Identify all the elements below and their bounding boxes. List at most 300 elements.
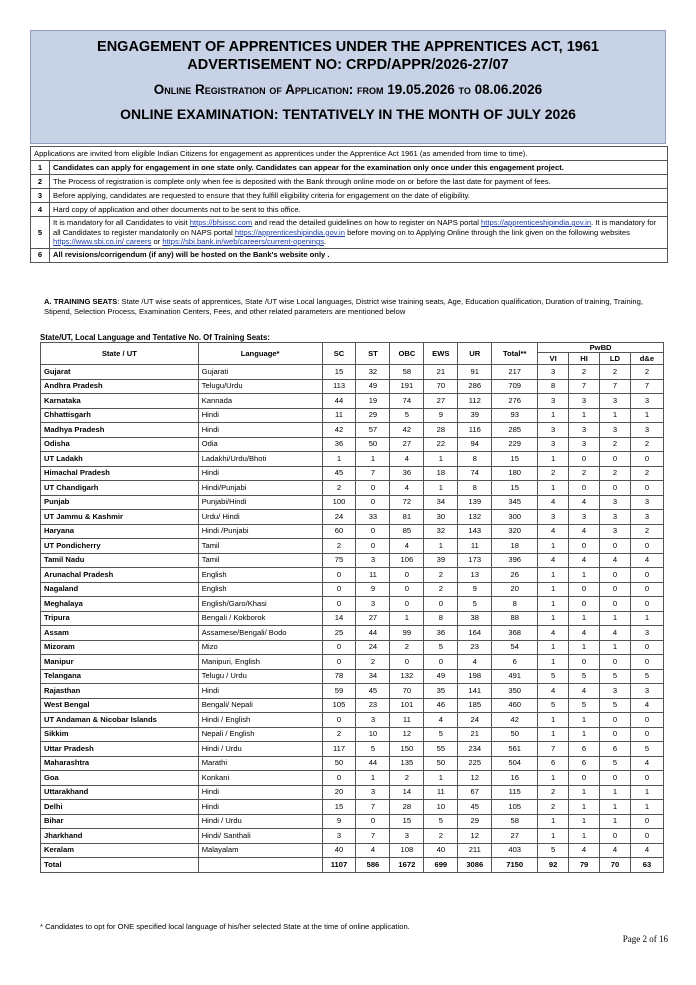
cell-ld: 7 <box>600 379 631 394</box>
cell-ld: 0 <box>600 655 631 670</box>
cell-total: 93 <box>492 408 538 423</box>
cell-de: 0 <box>630 771 663 786</box>
cell-state: Karnataka <box>41 394 199 409</box>
cell-ews: 21 <box>424 365 458 380</box>
cell-vi: 4 <box>538 553 569 568</box>
cell-vi: 4 <box>538 495 569 510</box>
cell-st: 19 <box>356 394 390 409</box>
cell-total: 217 <box>492 365 538 380</box>
table-row <box>41 713 664 728</box>
cell-de: 2 <box>630 466 663 481</box>
cell-total: 180 <box>492 466 538 481</box>
col-pwbd: PwBD <box>538 343 664 353</box>
cell-total: 276 <box>492 394 538 409</box>
cell-obc: 70 <box>390 684 424 699</box>
cell-language: Hindi <box>198 800 322 815</box>
cell-ews: 5 <box>424 727 458 742</box>
cell-de: 5 <box>630 742 663 757</box>
cell-obc: 4 <box>390 539 424 554</box>
cell-st: 3 <box>356 597 390 612</box>
total-total: 7150 <box>492 858 538 873</box>
instruction-item: All revisions/corrigendum (if any) will be hosted on the Bank's website only . <box>50 248 668 262</box>
cell-sc: 117 <box>322 742 356 757</box>
cell-obc: 85 <box>390 524 424 539</box>
cell-sc: 40 <box>322 843 356 858</box>
header-title: ENGAGEMENT OF APPRENTICES UNDER THE APPRENTICES ACT, 1961 <box>97 39 599 55</box>
cell-language: Marathi <box>198 756 322 771</box>
cell-state: UT Andaman & Nicobar Islands <box>41 713 199 728</box>
cell-vi: 1 <box>538 611 569 626</box>
cell-de: 2 <box>630 437 663 452</box>
table-row <box>41 452 664 467</box>
cell-sc: 15 <box>322 365 356 380</box>
table-row <box>41 785 664 800</box>
cell-obc: 0 <box>390 597 424 612</box>
cell-vi: 1 <box>538 597 569 612</box>
table-row <box>41 756 664 771</box>
cell-ur: 12 <box>458 771 492 786</box>
cell-obc: 2 <box>390 771 424 786</box>
cell-state: Tripura <box>41 611 199 626</box>
cell-ews: 34 <box>424 495 458 510</box>
cell-language: Bengali/ Nepali <box>198 698 322 713</box>
cell-hi: 2 <box>569 466 600 481</box>
registration-dates: Online Registration of Application: from 19.05.2026 to 08.06.2026 <box>153 82 543 97</box>
cell-state: Punjab <box>41 495 199 510</box>
cell-st: 7 <box>356 466 390 481</box>
sbi-openings-link[interactable]: https://sbi.bank.in/web/careers/current-openings <box>162 237 324 246</box>
cell-state: Rajasthan <box>41 684 199 699</box>
table-row <box>41 843 664 858</box>
cell-ews: 1 <box>424 539 458 554</box>
cell-de: 0 <box>630 713 663 728</box>
cell-sc: 0 <box>322 771 356 786</box>
cell-language: English <box>198 582 322 597</box>
table-row <box>41 394 664 409</box>
cell-vi: 3 <box>538 423 569 438</box>
cell-sc: 75 <box>322 553 356 568</box>
cell-ur: 91 <box>458 365 492 380</box>
cell-obc: 81 <box>390 510 424 525</box>
cell-ld: 3 <box>600 684 631 699</box>
cell-de: 3 <box>630 394 663 409</box>
cell-de: 0 <box>630 568 663 583</box>
cell-language: Hindi/Punjabi <box>198 481 322 496</box>
cell-ur: 45 <box>458 800 492 815</box>
cell-ld: 3 <box>600 423 631 438</box>
cell-ews: 2 <box>424 582 458 597</box>
cell-obc: 135 <box>390 756 424 771</box>
cell-total: 54 <box>492 640 538 655</box>
cell-vi: 1 <box>538 713 569 728</box>
cell-st: 0 <box>356 814 390 829</box>
cell-ur: 29 <box>458 814 492 829</box>
cell-total: 350 <box>492 684 538 699</box>
cell-vi: 2 <box>538 800 569 815</box>
cell-state: UT Ladakh <box>41 452 199 467</box>
cell-ur: 8 <box>458 481 492 496</box>
cell-state: Uttarakhand <box>41 785 199 800</box>
table-row <box>41 597 664 612</box>
cell-hi: 2 <box>569 365 600 380</box>
cell-total: 345 <box>492 495 538 510</box>
cell-obc: 99 <box>390 626 424 641</box>
training-seats-paragraph <box>44 297 664 317</box>
cell-st: 34 <box>356 669 390 684</box>
cell-ur: 198 <box>458 669 492 684</box>
cell-hi: 3 <box>569 423 600 438</box>
cell-language: Gujarati <box>198 365 322 380</box>
cell-hi: 4 <box>569 495 600 510</box>
training-seats-text: : State /UT wise seats of apprentices, State /UT wise Local languages, District wise training seats, Age, Education qualification, Duration of training, Training, Stipend, Selection Process, Examination Centers, Fees, and other related parameters are mentioned below <box>44 297 643 316</box>
cell-vi: 2 <box>538 466 569 481</box>
cell-language: Manipuri, English <box>198 655 322 670</box>
cell-ld: 2 <box>600 437 631 452</box>
cell-total: 491 <box>492 669 538 684</box>
cell-obc: 12 <box>390 727 424 742</box>
col-ur: UR <box>458 343 492 365</box>
cell-total: 285 <box>492 423 538 438</box>
cell-sc: 14 <box>322 611 356 626</box>
cell-st: 45 <box>356 684 390 699</box>
cell-st: 23 <box>356 698 390 713</box>
cell-state: UT Jammu & Kashmir <box>41 510 199 525</box>
cell-language: Hindi <box>198 785 322 800</box>
cell-de: 1 <box>630 785 663 800</box>
cell-language: English <box>198 568 322 583</box>
cell-ews: 1 <box>424 771 458 786</box>
cell-total: 460 <box>492 698 538 713</box>
cell-hi: 3 <box>569 510 600 525</box>
cell-st: 29 <box>356 408 390 423</box>
instruction-item: Candidates can apply for engagement in one state only. Candidates can appear for the examination only once under this engagement project. <box>50 161 668 175</box>
table-row <box>41 379 664 394</box>
table-row <box>41 814 664 829</box>
cell-sc: 2 <box>322 727 356 742</box>
cell-sc: 0 <box>322 568 356 583</box>
cell-st: 0 <box>356 539 390 554</box>
cell-language: Hindi / English <box>198 713 322 728</box>
cell-vi: 1 <box>538 640 569 655</box>
cell-ews: 2 <box>424 568 458 583</box>
cell-language: Kannada <box>198 394 322 409</box>
naps-link-2[interactable]: https://apprenticeshipindia.gov.in <box>234 227 345 237</box>
cell-obc: 106 <box>390 553 424 568</box>
cell-state: Andhra Pradesh <box>41 379 199 394</box>
item-number: 5 <box>31 217 50 249</box>
text: . <box>324 237 327 246</box>
naps-link[interactable]: https://apprenticeshipindia.gov.in <box>481 218 592 227</box>
cell-language: Telugu/Urdu <box>198 379 322 394</box>
cell-state: Gujarat <box>41 365 199 380</box>
cell-ur: 173 <box>458 553 492 568</box>
table-row <box>41 481 664 496</box>
cell-language: Punjabi/Hindi <box>198 495 322 510</box>
cell-state: Mizoram <box>41 640 199 655</box>
cell-language: Hindi <box>198 684 322 699</box>
cell-ews: 36 <box>424 626 458 641</box>
total-ews: 699 <box>424 858 458 873</box>
cell-de: 7 <box>630 379 663 394</box>
cell-ur: 132 <box>458 510 492 525</box>
total-vi: 92 <box>538 858 569 873</box>
cell-total: 58 <box>492 814 538 829</box>
col-vi: VI <box>538 353 569 365</box>
cell-total: 320 <box>492 524 538 539</box>
cell-hi: 6 <box>569 742 600 757</box>
total-de: 63 <box>630 858 663 873</box>
cell-de: 0 <box>630 655 663 670</box>
cell-language: Hindi <box>198 408 322 423</box>
cell-ur: 141 <box>458 684 492 699</box>
cell-vi: 6 <box>538 756 569 771</box>
cell-ld: 2 <box>600 365 631 380</box>
cell-language: Mizo <box>198 640 322 655</box>
table-row <box>41 510 664 525</box>
cell-de: 4 <box>630 843 663 858</box>
cell-ur: 94 <box>458 437 492 452</box>
text: . It is mandatory for all Candidates to register mandatorily on NAPS portal <box>53 218 657 237</box>
cell-hi: 0 <box>569 655 600 670</box>
page-number: Page 2 of 16 <box>622 934 668 944</box>
cell-total: 6 <box>492 655 538 670</box>
cell-total: 15 <box>492 452 538 467</box>
cell-vi: 1 <box>538 539 569 554</box>
cell-st: 5 <box>356 742 390 757</box>
cell-total: 27 <box>492 829 538 844</box>
cell-state: Delhi <box>41 800 199 815</box>
cell-obc: 5 <box>390 408 424 423</box>
cell-ews: 70 <box>424 379 458 394</box>
cell-ur: 143 <box>458 524 492 539</box>
text: before moving on to Applying Online through the link given on the following websites <box>344 227 630 237</box>
cell-sc: 100 <box>322 495 356 510</box>
cell-ur: 116 <box>458 423 492 438</box>
cell-vi: 1 <box>538 727 569 742</box>
cell-vi: 1 <box>538 814 569 829</box>
item-number: 3 <box>31 189 50 203</box>
cell-state: Odisha <box>41 437 199 452</box>
cell-ews: 10 <box>424 800 458 815</box>
cell-ur: 21 <box>458 727 492 742</box>
cell-state: Meghalaya <box>41 597 199 612</box>
training-seats-heading: A. TRAINING SEATS <box>44 297 118 306</box>
total-ur: 3086 <box>458 858 492 873</box>
cell-ur: 164 <box>458 626 492 641</box>
cell-language: Tamil <box>198 553 322 568</box>
cell-language: Hindi/ Santhali <box>198 829 322 844</box>
cell-ews: 22 <box>424 437 458 452</box>
cell-vi: 1 <box>538 655 569 670</box>
cell-sc: 15 <box>322 800 356 815</box>
cell-sc: 0 <box>322 655 356 670</box>
cell-vi: 3 <box>538 365 569 380</box>
cell-obc: 0 <box>390 582 424 597</box>
cell-hi: 4 <box>569 626 600 641</box>
cell-de: 0 <box>630 452 663 467</box>
cell-ld: 1 <box>600 640 631 655</box>
cell-ur: 11 <box>458 539 492 554</box>
cell-st: 32 <box>356 365 390 380</box>
cell-ews: 50 <box>424 756 458 771</box>
cell-hi: 4 <box>569 843 600 858</box>
cell-st: 7 <box>356 800 390 815</box>
cell-total: 15 <box>492 481 538 496</box>
col-obc: OBC <box>390 343 424 365</box>
cell-ur: 234 <box>458 742 492 757</box>
cell-state: Chhattisgarh <box>41 408 199 423</box>
cell-state: Nagaland <box>41 582 199 597</box>
table-row <box>41 582 664 597</box>
cell-sc: 105 <box>322 698 356 713</box>
bfsissc-link[interactable]: https://bfsissc.com <box>189 218 253 227</box>
cell-total: 16 <box>492 771 538 786</box>
cell-total: 42 <box>492 713 538 728</box>
cell-de: 3 <box>630 626 663 641</box>
cell-hi: 1 <box>569 800 600 815</box>
total-hi: 79 <box>569 858 600 873</box>
col-st: ST <box>356 343 390 365</box>
instruction-item: Before applying, candidates are requested to ensure that they fulfill eligibility criteria for engagement on the date of eligibility. <box>50 189 668 203</box>
table-row <box>41 698 664 713</box>
cell-ews: 28 <box>424 423 458 438</box>
text: and read the detailed guidelines on how to register on NAPS portal <box>252 218 482 227</box>
cell-total: 368 <box>492 626 538 641</box>
cell-de: 0 <box>630 640 663 655</box>
cell-ld: 6 <box>600 742 631 757</box>
cell-obc: 72 <box>390 495 424 510</box>
cell-hi: 3 <box>569 437 600 452</box>
table-row <box>41 611 664 626</box>
col-ews: EWS <box>424 343 458 365</box>
cell-ld: 5 <box>600 756 631 771</box>
total-obc: 1672 <box>390 858 424 873</box>
cell-obc: 4 <box>390 481 424 496</box>
cell-ews: 55 <box>424 742 458 757</box>
cell-ld: 3 <box>600 495 631 510</box>
cell-sc: 44 <box>322 394 356 409</box>
table-row <box>41 626 664 641</box>
cell-hi: 1 <box>569 640 600 655</box>
cell-state: Keralam <box>41 843 199 858</box>
cell-hi: 1 <box>569 713 600 728</box>
cell-hi: 4 <box>569 553 600 568</box>
cell-language: Bengali / Kokborok <box>198 611 322 626</box>
table-row <box>41 829 664 844</box>
cell-sc: 1 <box>322 452 356 467</box>
cell-ld: 3 <box>600 524 631 539</box>
cell-sc: 2 <box>322 481 356 496</box>
cell-total: 18 <box>492 539 538 554</box>
cell-state: Telangana <box>41 669 199 684</box>
sbi-careers-link[interactable]: https://www.sbi.co.in/ careers <box>53 237 152 246</box>
cell-total: 20 <box>492 582 538 597</box>
cell-ews: 18 <box>424 466 458 481</box>
cell-obc: 42 <box>390 423 424 438</box>
cell-ld: 3 <box>600 510 631 525</box>
cell-total: 709 <box>492 379 538 394</box>
cell-vi: 5 <box>538 669 569 684</box>
cell-sc: 0 <box>322 597 356 612</box>
cell-vi: 3 <box>538 510 569 525</box>
instruction-item: Hard copy of application and other documents not to be sent to this office. <box>50 203 668 217</box>
item-number: 6 <box>31 248 50 262</box>
cell-state: Uttar Pradesh <box>41 742 199 757</box>
cell-st: 9 <box>356 582 390 597</box>
cell-st: 3 <box>356 713 390 728</box>
cell-state: Bihar <box>41 814 199 829</box>
table-row <box>41 466 664 481</box>
cell-ur: 185 <box>458 698 492 713</box>
cell-hi: 0 <box>569 597 600 612</box>
cell-ld: 0 <box>600 568 631 583</box>
table-row <box>41 539 664 554</box>
cell-ews: 1 <box>424 481 458 496</box>
cell-ews: 9 <box>424 408 458 423</box>
cell-sc: 60 <box>322 524 356 539</box>
cell-vi: 3 <box>538 394 569 409</box>
cell-ews: 5 <box>424 640 458 655</box>
footnote: * Candidates to opt for ONE specified local language of his/her selected State at the time of online application. <box>40 922 410 931</box>
cell-vi: 4 <box>538 524 569 539</box>
cell-sc: 45 <box>322 466 356 481</box>
cell-hi: 4 <box>569 684 600 699</box>
text: or <box>151 237 163 246</box>
intro-text: Applications are invited from eligible Indian Citizens for engagement as apprentices under the Apprentice Act 1961 (as amended from time to time). <box>31 147 668 161</box>
cell-de: 0 <box>630 582 663 597</box>
seats-table-body <box>41 365 664 858</box>
cell-state: Haryana <box>41 524 199 539</box>
cell-hi: 5 <box>569 698 600 713</box>
cell-sc: 2 <box>322 539 356 554</box>
cell-obc: 101 <box>390 698 424 713</box>
cell-de: 0 <box>630 481 663 496</box>
cell-de: 1 <box>630 800 663 815</box>
cell-st: 0 <box>356 495 390 510</box>
cell-ur: 112 <box>458 394 492 409</box>
cell-obc: 2 <box>390 640 424 655</box>
cell-sc: 113 <box>322 379 356 394</box>
cell-total: 50 <box>492 727 538 742</box>
text: It is mandatory for all Candidates to visit <box>53 218 190 227</box>
cell-language: Malayalam <box>198 843 322 858</box>
cell-ld: 3 <box>600 394 631 409</box>
cell-ews: 8 <box>424 611 458 626</box>
cell-sc: 24 <box>322 510 356 525</box>
cell-state: Himachal Pradesh <box>41 466 199 481</box>
cell-ld: 5 <box>600 669 631 684</box>
cell-state: Manipur <box>41 655 199 670</box>
cell-st: 10 <box>356 727 390 742</box>
table-row <box>41 684 664 699</box>
cell-vi: 1 <box>538 481 569 496</box>
cell-language: Hindi <box>198 466 322 481</box>
cell-state: West Bengal <box>41 698 199 713</box>
col-total: Total** <box>492 343 538 365</box>
cell-hi: 0 <box>569 771 600 786</box>
cell-ur: 286 <box>458 379 492 394</box>
cell-state: Arunachal Pradesh <box>41 568 199 583</box>
cell-ur: 74 <box>458 466 492 481</box>
cell-ews: 1 <box>424 452 458 467</box>
cell-obc: 132 <box>390 669 424 684</box>
cell-st: 50 <box>356 437 390 452</box>
col-language: Language* <box>198 343 322 365</box>
cell-obc: 3 <box>390 829 424 844</box>
cell-state: Jharkhand <box>41 829 199 844</box>
cell-hi: 3 <box>569 394 600 409</box>
cell-de: 0 <box>630 539 663 554</box>
